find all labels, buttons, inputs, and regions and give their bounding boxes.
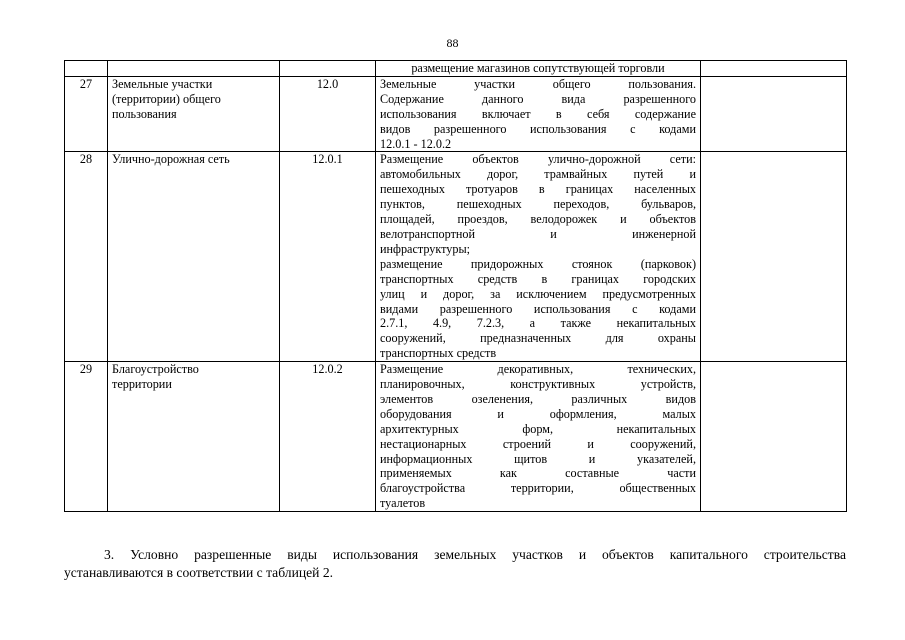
desc-line: Содержание данного вида разрешенного [380,91,696,106]
paragraph-line: устанавливаются в соответствии с таблицей 2. [64,565,334,580]
row-name [108,76,280,152]
name-line: Земельные участки [112,76,213,91]
land-use-table [64,60,847,512]
desc-line: сооружений, предназначенных для охраны [380,331,696,346]
row-number: 28 [65,152,108,362]
page-number: 88 [446,36,459,50]
cell-num [65,61,108,77]
desc-line: Размещение объектов улично-дорожной сети: [380,152,696,167]
desc-line: элементов озеленения, различных видов [380,391,696,406]
table-row [65,362,847,512]
desc-line: велотранспортной и инженерной [380,226,696,241]
row-description [376,362,701,512]
name-line: (территории) общего [112,91,221,106]
name-line: территории [112,377,172,392]
desc-line: туалетов [380,496,426,511]
desc-line: инфраструктуры; [380,241,471,256]
desc-line: пунктов, пешеходных переходов, бульваров, [380,197,696,212]
row-description [376,76,701,152]
desc-line: пешеходных тротуаров в границах населенных [380,182,696,197]
desc-line: площадей, проездов, велодорожек и объектов [380,212,696,227]
desc-line: автомобильных дорог, трамвайных путей и [380,167,696,182]
continuation-text: размещение магазинов сопутствующей торговли [411,61,665,75]
cell-desc [376,61,701,77]
paragraph-line: 3. Условно разрешенные виды использования земельных участков и объектов капитального строительства [104,547,846,562]
desc-line: транспортных средств в границах городских [380,271,696,286]
row-number: 27 [65,76,108,152]
row-description [376,152,701,362]
desc-line: 2.7.1, 4.9, 7.2.3, а также некапитальных [380,316,696,331]
desc-line: архитектурных форм, некапитальных [380,421,696,436]
body-paragraph [64,546,846,582]
desc-line: применяемых как составные части [380,466,696,481]
cell-code [280,61,376,77]
table-row [65,152,847,362]
desc-line: планировочных, конструктивных устройств, [380,377,696,392]
row-code: 12.0 [280,76,376,152]
desc-line: Земельные участки общего пользования. [380,76,696,91]
desc-line: Размещение декоративных, технических, [380,362,696,377]
row-name [108,362,280,512]
cell-extra [701,61,847,77]
name-line: Улично-дорожная сеть [112,152,230,167]
row-number: 29 [65,362,108,512]
row-code: 12.0.1 [280,152,376,362]
desc-line: видами разрешенного использования с кодами [380,301,696,316]
desc-line: нестационарных строений и сооружений, [380,436,696,451]
name-line: Благоустройство [112,362,199,377]
desc-line: транспортных средств [380,346,497,361]
row-code: 12.0.2 [280,362,376,512]
table-row [65,76,847,152]
desc-line: использования включает в себя содержание [380,106,696,121]
row-extra [701,362,847,512]
desc-line: 12.0.1 - 12.0.2 [380,136,452,151]
desc-line: благоустройства территории, общественных [380,481,696,496]
desc-line: оборудования и оформления, малых [380,406,696,421]
row-extra [701,152,847,362]
row-name [108,152,280,362]
desc-line: размещение придорожных стоянок (парковок) [380,256,696,271]
name-line: пользования [112,106,177,121]
row-extra [701,76,847,152]
desc-line: видов разрешенного использования с кодами [380,121,696,136]
cell-name [108,61,280,77]
desc-line: информационных щитов и указателей, [380,451,696,466]
desc-line: улиц и дорог, за исключением предусмотренных [380,286,696,301]
table-row-continuation [65,61,847,77]
